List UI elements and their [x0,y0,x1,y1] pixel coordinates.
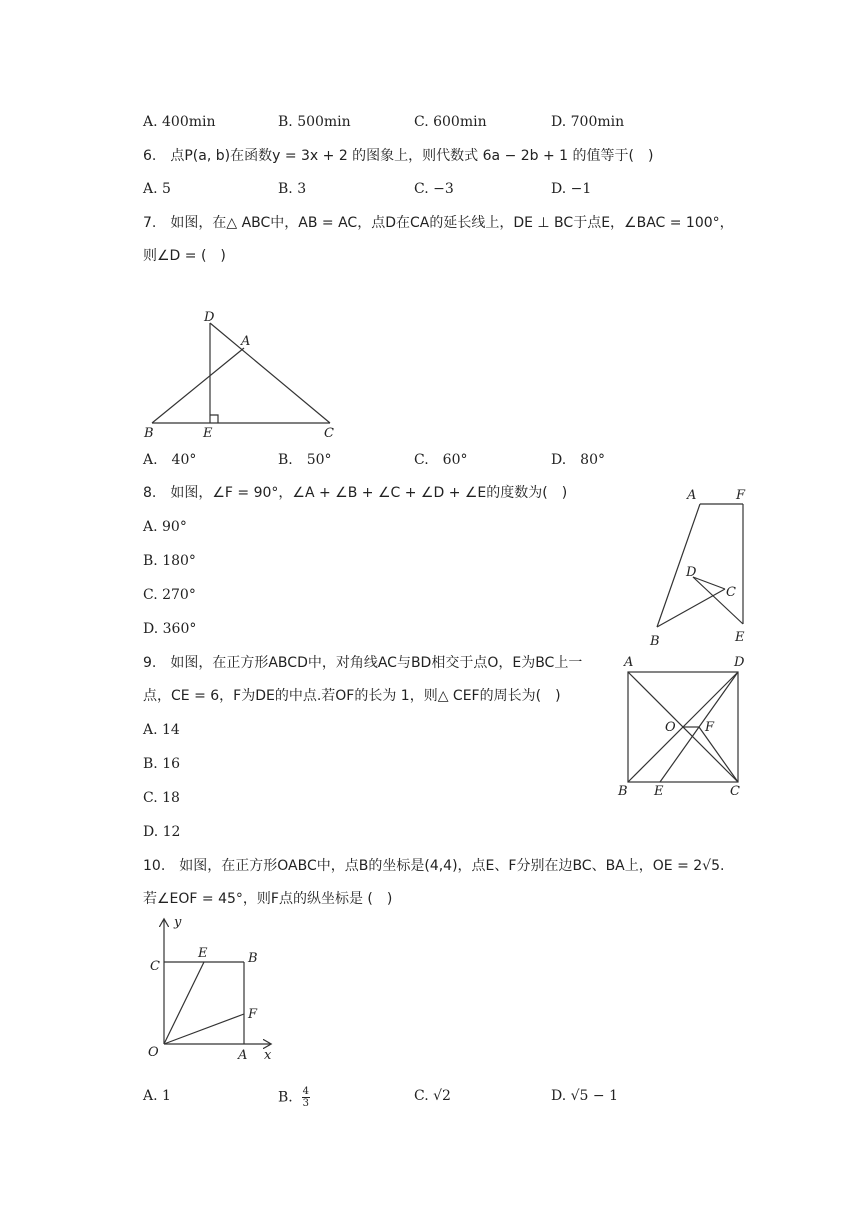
q8-figure [640,484,760,649]
q9-stem-line2: 点，CE = 6，F为DE的中点.若OF的长为 1，则△ CEF的周长为( ) [143,688,561,704]
q7-option-c: C. 60° [414,452,468,468]
q5-option-a: A. 400min [143,114,216,130]
q9-stem-line1: 9. 如图，在正方形ABCD中，对角线AC与BD相交于点O，E为BC上一 [143,655,583,671]
q10-option-a: A. 1 [143,1088,171,1104]
q7-option-b: B. 50° [278,452,332,468]
q6-option-c: C. −3 [414,181,454,197]
q5-option-c: C. 600min [414,114,487,130]
q10-option-c: C. √2 [414,1088,451,1104]
q8-segment-cd [693,577,725,589]
q9-label-b: B [618,784,628,799]
q7-label-e: E [203,426,213,441]
q9-label-c: C [730,784,740,799]
q10-label-e: E [198,946,208,961]
q10-stem-line2: 若∠EOF = 45°，则F点的纵坐标是 ( ) [143,891,393,907]
q8-label-a: A [687,488,697,503]
fraction-numerator: 4 [302,1086,310,1097]
q7-label-d: D [204,310,215,325]
q7-option-d: D. 80° [551,452,605,468]
q9-option-b: B. 16 [143,756,181,772]
q9-option-a: A. 14 [143,722,180,738]
q7-label-b: B [144,426,154,441]
q9-label-a: A [624,655,634,670]
q6-stem: 6. 点P(a, b)在函数y = 3x + 2 的图象上，则代数式 6a − 2b + 1 的值等于( ) [143,148,654,164]
q7-segment-dc [210,323,330,423]
q8-stem: 8. 如图，∠F = 90°，∠A + ∠B + ∠C + ∠D + ∠E的度数为( ) [143,485,568,501]
q9-label-e: E [654,784,664,799]
q10-figure [140,912,280,1067]
q5-option-b: B. 500min [278,114,351,130]
q5-option-d: D. 700min [551,114,625,130]
q7-right-angle-mark [210,415,218,423]
q10-label-y: y [174,915,182,930]
q8-label-e: E [735,630,745,645]
q7-label-c: C [324,426,334,441]
fraction-denominator: 3 [302,1098,310,1109]
q9-option-c: C. 18 [143,790,180,806]
q10-label-f: F [248,1007,258,1022]
q7-segment-ba [152,348,244,423]
q9-figure [612,652,757,802]
q9-option-d: D. 12 [143,824,181,840]
q8-label-d: D [686,565,697,580]
q10-label-x: x [264,1048,272,1063]
q8-label-c: C [726,585,736,600]
q10-label-o: O [148,1045,159,1060]
q8-option-c: C. 270° [143,587,196,603]
q8-label-f: F [736,488,746,503]
q7-stem-line2: 则∠D = ( ) [143,248,226,264]
q10-option-b: B. $\frac{4}{3}$ [278,1086,310,1109]
q6-option-a: A. 5 [143,181,171,197]
q8-segment-bc [657,589,725,627]
q7-figure [140,305,340,445]
q10-label-c: C [150,959,160,974]
q10-option-b-fraction [302,1086,310,1109]
q6-option-d: D. −1 [551,181,592,197]
q10-label-b: B [248,951,258,966]
q8-option-b: B. 180° [143,553,196,569]
q10-label-a: A [238,1048,248,1063]
q9-segment-fc [699,727,738,782]
q10-option-d: D. √5 − 1 [551,1088,618,1104]
q9-label-o: O [665,720,676,735]
q8-option-d: D. 360° [143,621,197,637]
q7-stem-line1: 7. 如图，在△ ABC中，AB = AC，点D在CA的延长线上，DE ⊥ BC于点E，∠BAC = 100°， [143,215,734,231]
q10-stem-line1: 10. 如图，在正方形OABC中，点B的坐标是(4,4)，点E、F分别在边BC、BA上，OE = 2√5. [143,858,725,874]
q9-label-f: F [705,720,715,735]
q8-label-b: B [650,634,660,649]
q6-option-b: B. 3 [278,181,307,197]
q9-label-d: D [734,655,745,670]
q7-option-a: A. 40° [143,452,197,468]
q8-option-a: A. 90° [143,519,187,535]
q7-label-a: A [241,334,251,349]
